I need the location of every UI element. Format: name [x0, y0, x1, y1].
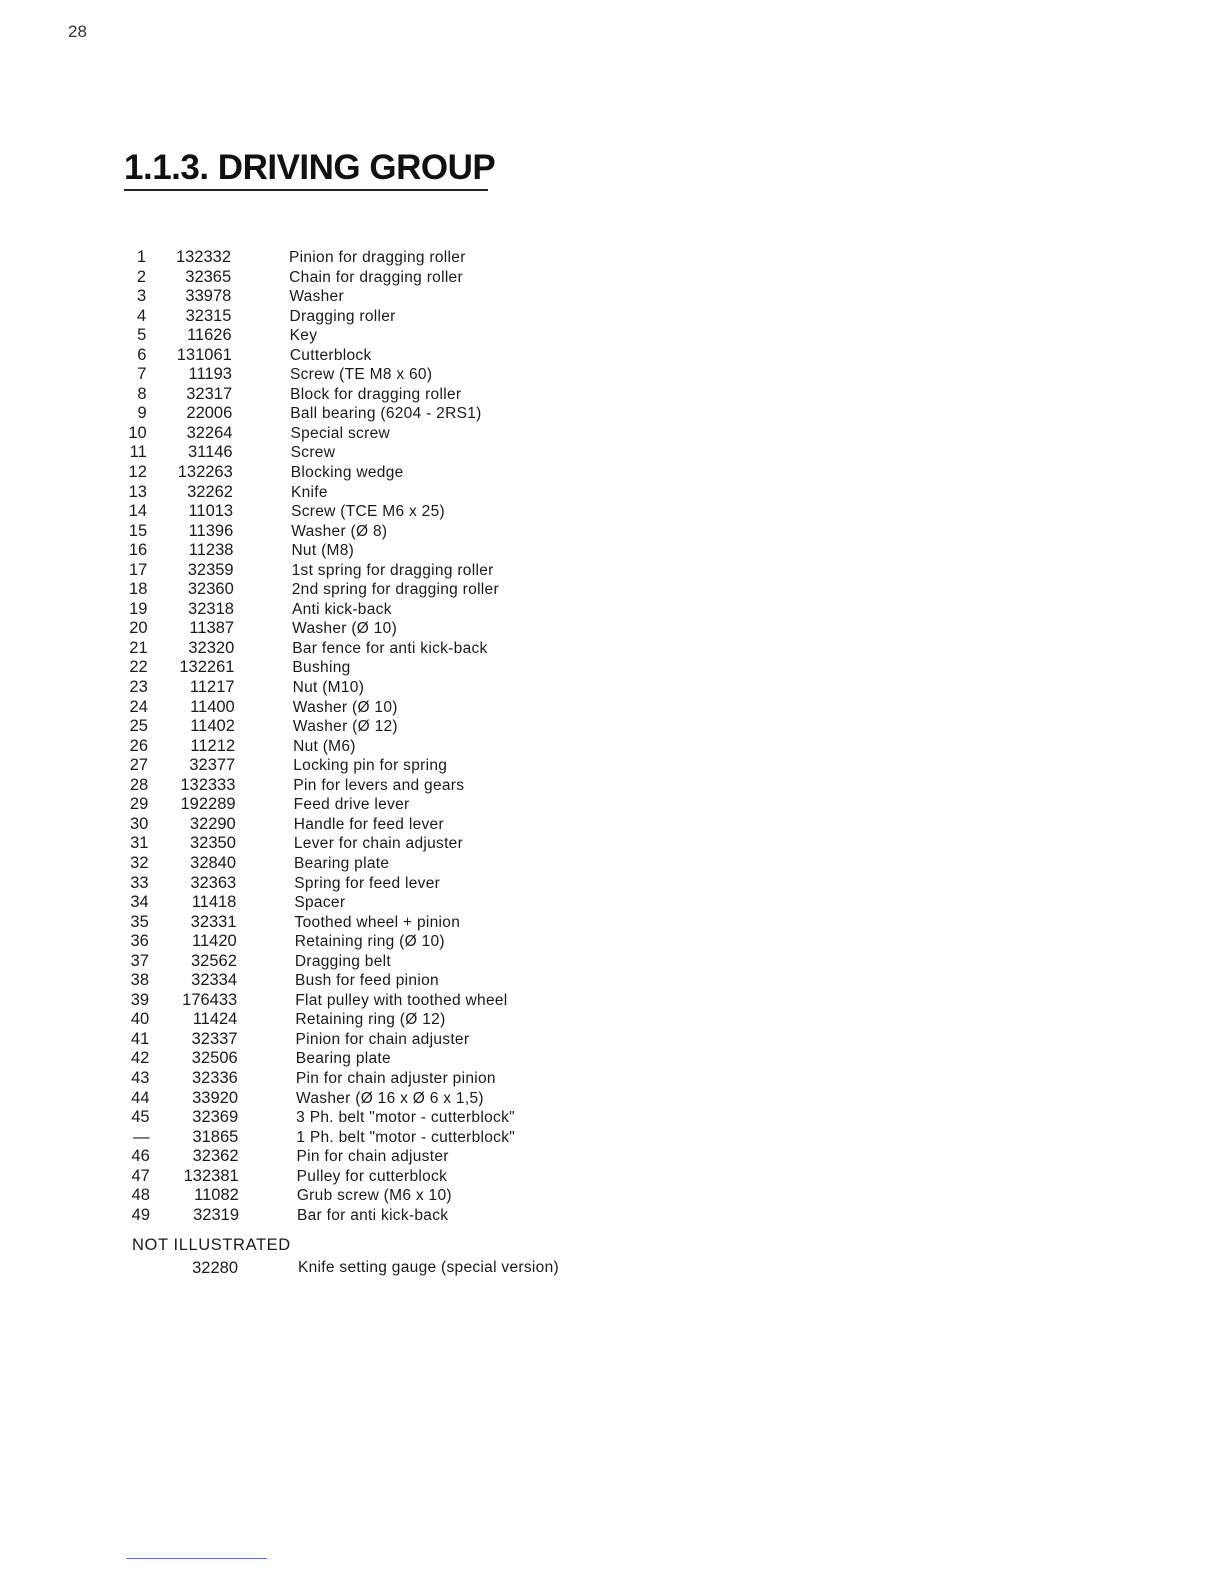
part-description: Pin for chain adjuster — [296, 1148, 449, 1166]
part-position: 22 — [129, 658, 148, 677]
footer-rule — [126, 1558, 267, 1559]
part-description: Flat pulley with toothed wheel — [295, 991, 508, 1009]
part-code: 32362 — [192, 1147, 239, 1166]
part-position: 42 — [130, 1049, 150, 1068]
part-row — [0, 1030, 800, 1050]
part-row — [0, 952, 800, 972]
part-position: 6 — [137, 345, 147, 364]
part-row — [0, 932, 800, 952]
part-code: 32350 — [190, 834, 236, 853]
part-row — [0, 326, 800, 346]
part-row — [0, 385, 800, 405]
part-description: Dragging belt — [294, 952, 391, 970]
part-code: 11238 — [188, 541, 234, 560]
part-description: 3 Ph. belt "motor - cutterblock" — [296, 1109, 515, 1127]
part-code: 11082 — [194, 1186, 239, 1205]
part-description: Spring for feed lever — [294, 874, 441, 892]
part-row — [0, 991, 800, 1011]
part-row — [0, 639, 800, 659]
part-code: 132261 — [179, 658, 235, 677]
part-code: 32337 — [191, 1029, 238, 1048]
part-row — [0, 346, 800, 366]
part-code: 11424 — [192, 1010, 238, 1029]
part-row — [0, 1069, 800, 1089]
part-position: 28 — [129, 775, 149, 794]
part-description: Nut (M6) — [293, 737, 356, 755]
part-position: 46 — [131, 1147, 150, 1166]
part-position: 14 — [128, 502, 148, 521]
part-code: 32359 — [187, 560, 234, 579]
part-description: Pinion for dragging roller — [289, 249, 466, 266]
part-code: 22006 — [186, 404, 233, 423]
part-position: 1 — [136, 248, 146, 266]
part-position: 31 — [130, 834, 149, 853]
part-description: Knife — [290, 483, 328, 501]
part-description: Washer (Ø 10) — [292, 620, 398, 638]
part-position: 33 — [130, 873, 149, 892]
part-position: 9 — [137, 404, 147, 423]
part-description: Washer (Ø 8) — [291, 522, 388, 540]
part-code: 33978 — [185, 287, 232, 306]
part-code: 11402 — [190, 717, 235, 736]
part-description: Retaining ring (Ø 12) — [295, 1011, 446, 1029]
part-position: 11 — [129, 443, 147, 462]
part-row — [0, 307, 800, 327]
part-code: 31146 — [187, 443, 233, 462]
part-position: 19 — [129, 599, 148, 618]
part-code: 32317 — [186, 384, 233, 403]
part-row — [0, 1167, 800, 1187]
part-position: 12 — [128, 463, 147, 482]
part-row — [0, 561, 800, 581]
part-description: Washer (Ø 10) — [292, 698, 398, 716]
part-row — [0, 776, 800, 796]
part-position: 20 — [129, 619, 148, 638]
part-description: Anti kick-back — [291, 600, 392, 618]
part-row — [0, 483, 800, 503]
part-row — [0, 913, 800, 933]
part-position: 5 — [137, 326, 147, 345]
part-row — [0, 737, 800, 757]
part-description: Pin for chain adjuster pinion — [295, 1069, 496, 1087]
part-row — [0, 658, 800, 678]
part-row — [0, 404, 800, 424]
part-row — [0, 1089, 800, 1109]
part-row — [0, 795, 800, 815]
part-code: 32336 — [191, 1068, 238, 1087]
part-description: Key — [289, 327, 318, 345]
part-code: 32318 — [188, 599, 234, 618]
part-row — [0, 717, 800, 737]
section-title: 1.1.3. DRIVING GROUP — [124, 148, 496, 187]
part-code: 32264 — [186, 423, 233, 442]
part-code: 132332 — [175, 248, 231, 266]
part-code: 11217 — [189, 678, 235, 697]
part-row — [0, 678, 800, 698]
part-row — [0, 248, 800, 268]
part-row — [0, 268, 800, 288]
part-description: Locking pin for spring — [293, 757, 448, 775]
part-description: Bushing — [292, 659, 351, 677]
part-code: 32360 — [187, 580, 234, 599]
part-code: 32262 — [187, 482, 233, 501]
part-description: Pin for levers and gears — [293, 776, 465, 794]
part-row — [0, 502, 800, 522]
part-description: 1st spring for dragging roller — [291, 561, 494, 579]
part-row — [0, 1108, 800, 1128]
part-row — [0, 893, 800, 913]
part-position: 36 — [130, 932, 149, 951]
part-description: Toothed wheel + pinion — [294, 913, 461, 931]
part-code: 11387 — [189, 619, 235, 638]
part-position: 38 — [130, 971, 150, 990]
part-code: 32331 — [190, 912, 237, 931]
part-code: 11400 — [190, 697, 235, 716]
part-description: Feed drive lever — [293, 796, 410, 814]
part-description: Bar for anti kick-back — [297, 1206, 449, 1224]
part-code: 11418 — [191, 893, 237, 912]
part-description: Bearing plate — [295, 1050, 391, 1068]
part-description: Handle for feed lever — [293, 815, 444, 833]
part-row — [0, 1010, 800, 1030]
part-row — [0, 541, 800, 561]
title-underline — [124, 189, 488, 191]
part-code: 131061 — [176, 345, 232, 364]
part-description: Special screw — [290, 424, 390, 442]
part-code: 32377 — [189, 756, 236, 775]
part-description: Bush for feed pinion — [295, 972, 439, 990]
part-row — [0, 854, 800, 874]
part-description: Chain for dragging roller — [289, 268, 463, 286]
part-code: 33920 — [192, 1088, 239, 1107]
part-row — [0, 463, 800, 483]
part-code: 192289 — [180, 795, 236, 814]
part-description: Nut (M8) — [291, 542, 355, 560]
part-position: 47 — [131, 1166, 150, 1185]
part-position: 7 — [137, 365, 147, 384]
part-position: 43 — [131, 1068, 150, 1087]
part-code: 11193 — [188, 365, 232, 384]
part-position: 37 — [130, 951, 149, 970]
part-description: Washer (Ø 12) — [292, 718, 398, 736]
part-row — [0, 619, 800, 639]
part-code: 132333 — [180, 775, 236, 794]
part-code: 32320 — [188, 638, 235, 657]
part-description: Ball bearing (6204 - 2RS1) — [290, 405, 482, 423]
part-row — [0, 1186, 800, 1206]
part-position: 17 — [128, 560, 148, 579]
part-position: 34 — [130, 893, 149, 912]
part-code: 32369 — [192, 1108, 239, 1127]
part-code: 32334 — [191, 971, 238, 990]
part-position: 2 — [136, 267, 147, 286]
part-description: Washer (Ø 16 x Ø 6 x 1,5) — [296, 1089, 484, 1107]
part-description: Pinion for chain adjuster — [295, 1030, 470, 1048]
part-code: 32363 — [190, 873, 237, 892]
part-row — [0, 1128, 800, 1148]
part-row — [0, 424, 800, 444]
part-description: Lever for chain adjuster — [293, 835, 464, 853]
part-row — [0, 287, 800, 307]
part-description: Bearing plate — [294, 854, 390, 872]
parts-list — [0, 248, 800, 1225]
part-position: 18 — [129, 580, 148, 599]
part-position: 23 — [129, 678, 148, 697]
part-code: 32290 — [189, 814, 236, 833]
part-position: 48 — [131, 1186, 150, 1205]
part-description: Grub screw (M6 x 10) — [296, 1187, 452, 1205]
part-row — [0, 1049, 800, 1069]
part-position: 21 — [129, 638, 148, 657]
not-illustrated-row — [0, 1258, 800, 1278]
part-code: 32840 — [190, 853, 237, 872]
part-position: 35 — [130, 912, 149, 931]
part-description: Spacer — [294, 894, 346, 912]
part-position: 49 — [131, 1205, 150, 1224]
part-code: 32506 — [191, 1049, 238, 1068]
part-code: 11420 — [192, 932, 237, 951]
part-description: 2nd spring for dragging roller — [291, 581, 499, 599]
part-position: 15 — [128, 521, 148, 540]
part-description: Retaining ring (Ø 10) — [294, 933, 445, 951]
part-position: 29 — [129, 795, 149, 814]
part-position: 27 — [129, 756, 149, 775]
part-description: Block for dragging roller — [290, 385, 462, 403]
part-description: 1 Ph. belt "motor - cutterblock" — [296, 1128, 516, 1146]
part-row — [0, 698, 800, 718]
part-position: 41 — [130, 1029, 150, 1048]
part-position: 32 — [130, 853, 149, 872]
part-code: 132263 — [177, 463, 233, 482]
part-row — [0, 1206, 800, 1226]
part-code: 11626 — [186, 326, 232, 345]
part-description: Screw (TCE M6 x 25) — [291, 503, 445, 521]
part-position: 24 — [129, 697, 148, 716]
part-code: 132381 — [183, 1166, 239, 1185]
part-code: 32315 — [185, 306, 232, 325]
part-description: Washer — [289, 288, 344, 306]
part-code: 32280 — [192, 1259, 238, 1277]
part-description: Blocking wedge — [290, 464, 404, 482]
page-number: 28 — [68, 22, 87, 41]
part-position: 8 — [137, 384, 147, 403]
part-position: 39 — [130, 990, 150, 1009]
part-code: 32562 — [190, 951, 237, 970]
part-row — [0, 365, 800, 385]
part-position: 3 — [136, 287, 147, 306]
part-description: Knife setting gauge (special version) — [298, 1259, 559, 1276]
part-row — [0, 834, 800, 854]
part-description: Dragging roller — [289, 307, 396, 325]
part-row — [0, 443, 800, 463]
part-position: — — [133, 1127, 150, 1146]
part-code: 31865 — [192, 1127, 239, 1146]
part-code: 32319 — [193, 1205, 239, 1224]
part-description: Pulley for cutterblock — [296, 1167, 448, 1185]
not-illustrated-heading: NOT ILLUSTRATED — [132, 1236, 291, 1254]
part-code: 176433 — [182, 990, 238, 1009]
part-description: Screw — [290, 444, 336, 462]
part-row — [0, 971, 800, 991]
part-position: 40 — [130, 1010, 150, 1029]
part-row — [0, 815, 800, 835]
part-position: 44 — [131, 1088, 150, 1107]
part-description: Cutterblock — [289, 346, 372, 364]
part-position: 10 — [128, 423, 147, 442]
part-row — [0, 600, 800, 620]
part-code: 11013 — [188, 502, 234, 521]
part-code: 11396 — [188, 521, 234, 540]
part-row — [0, 874, 800, 894]
part-row — [0, 756, 800, 776]
part-code: 11212 — [190, 736, 236, 755]
part-position: 45 — [131, 1108, 150, 1127]
part-row — [0, 522, 800, 542]
part-row — [0, 1147, 800, 1167]
part-position: 26 — [129, 736, 149, 755]
part-position: 30 — [130, 814, 149, 833]
part-position: 13 — [128, 482, 147, 501]
part-description: Screw (TE M8 x 60) — [289, 366, 433, 384]
part-row — [0, 580, 800, 600]
part-position: 25 — [129, 717, 148, 736]
part-description: Nut (M10) — [292, 679, 365, 697]
part-position: 4 — [137, 306, 147, 325]
part-position: 16 — [128, 541, 148, 560]
part-description: Bar fence for anti kick-back — [292, 639, 488, 657]
part-code: 32365 — [185, 267, 232, 286]
